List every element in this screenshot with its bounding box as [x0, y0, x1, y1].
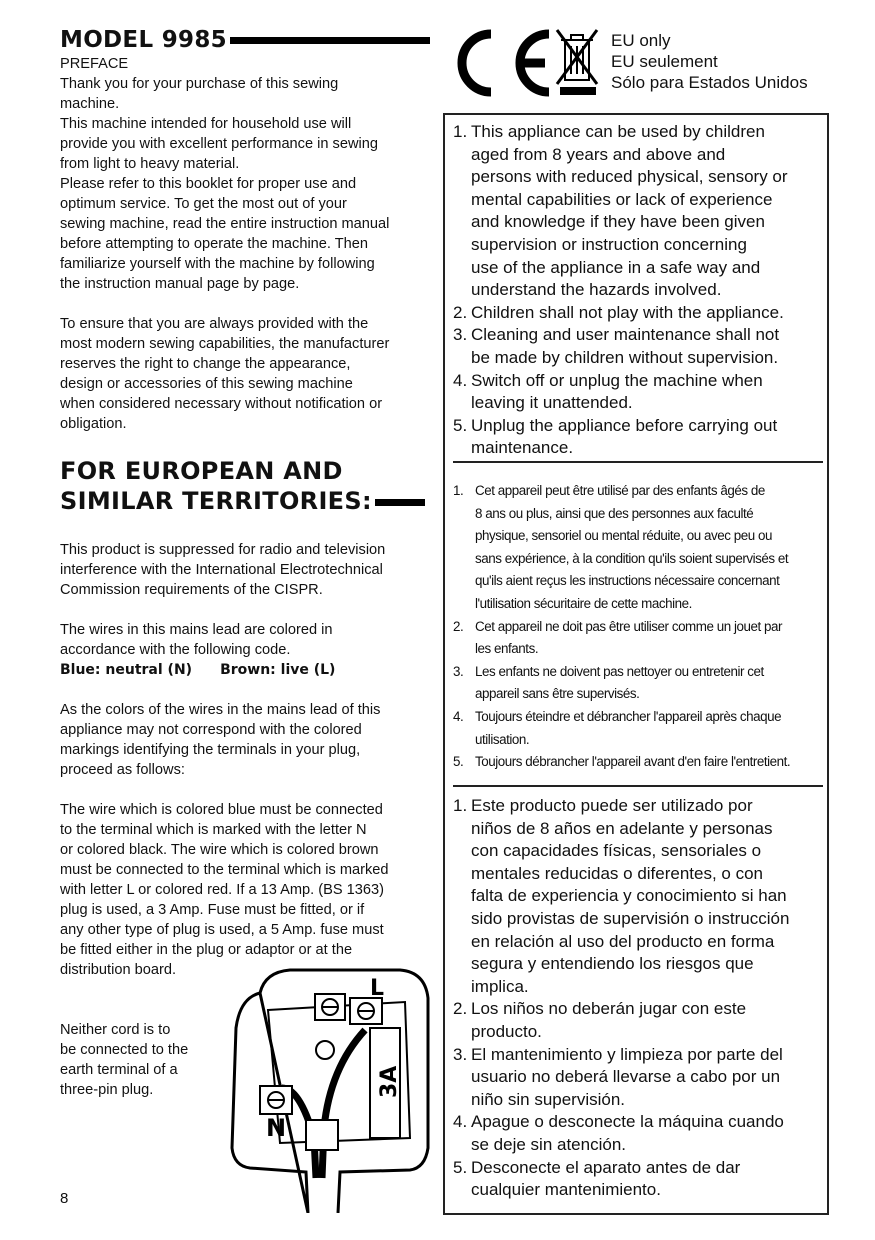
list-item-line: use of the appliance in a safe way and	[471, 257, 761, 277]
list-item-line: Les enfants ne doivent pas nettoyer ou entretenir cet	[475, 663, 764, 679]
text-line: be connected to the	[60, 1042, 189, 1058]
list-item-line: physique, sensoriel ou mental réduite, ou avec peu ou	[475, 528, 772, 544]
list-item-number: 3.	[453, 1044, 468, 1064]
text-line: be fitted either in the plug or adaptor or at the	[60, 942, 353, 958]
list-item-line: Este producto puede ser utilizado por	[471, 796, 753, 815]
text-line: machine.	[60, 96, 120, 112]
list-item-line: niño sin supervisión.	[471, 1089, 626, 1109]
text-line: before attempting to operate the machine. Then	[60, 236, 369, 252]
text-line: This machine intended for household use will	[60, 116, 352, 132]
text-line: Sólo para Estados Unidos	[611, 73, 808, 92]
list-item	[453, 121, 823, 302]
list-item-line: les enfants.	[475, 641, 539, 657]
text-line: the instruction manual page by page.	[60, 276, 300, 292]
list-item-line: utilisation.	[475, 731, 530, 747]
list-item-number: 5.	[453, 1157, 468, 1177]
heading-rule	[230, 37, 430, 44]
list-item-line: This appliance can be used by children	[471, 122, 765, 141]
list-item-number: 4.	[453, 1112, 468, 1132]
text-line: Neither cord is to	[60, 1022, 171, 1038]
wire-code	[60, 660, 438, 680]
list-item-line: leaving it unattended.	[471, 393, 633, 413]
list-item	[453, 302, 823, 325]
list-item-line: con capacidades físicas, sensoriales o	[471, 841, 762, 861]
list-item-number: 2.	[453, 302, 468, 322]
list-item	[453, 1157, 828, 1202]
list-item-number: 5.	[453, 415, 468, 435]
text-line: any other type of plug is used, a 5 Amp. fuse must	[60, 922, 384, 938]
european-heading-line2: SIMILAR TERRITORIES:	[60, 487, 372, 515]
list-item-line: Children shall not play with the appliance.	[471, 302, 784, 322]
french-safety-list	[453, 480, 833, 774]
ensure-paragraph	[60, 314, 438, 434]
list-item-line: producto.	[471, 1021, 542, 1041]
heading2-rule	[375, 499, 425, 506]
list-item-line: Cet appareil peut être utilisé par des enfants âgés de	[475, 483, 765, 498]
text-line: This product is suppressed for radio and television	[60, 542, 386, 558]
list-item-line: Toujours éteindre et débrancher l'appareil après chaque	[475, 708, 782, 724]
colors-paragraph	[60, 700, 438, 780]
list-item-number: 2.	[453, 999, 468, 1019]
separator-1	[453, 461, 823, 463]
list-item-line: persons with reduced physical, sensory or	[471, 167, 788, 187]
list-item-line: se deje sin atención.	[471, 1134, 626, 1154]
list-item-line: maintenance.	[471, 438, 574, 458]
list-item	[453, 415, 823, 460]
text-line: or colored black. The wire which is colored brown	[60, 842, 379, 858]
european-heading-line1: FOR EUROPEAN AND	[60, 457, 343, 485]
wires-paragraph	[60, 620, 438, 660]
list-item-line: en relación al uso del producto en forma	[471, 931, 775, 951]
list-item-line: niños de 8 años en adelante y personas	[471, 818, 773, 838]
list-item-number: 2.	[453, 618, 464, 634]
text-line: provide you with excellent performance in sewing	[60, 136, 378, 152]
list-item-line: Cet appareil ne doit pas être utiliser comme un jouet par	[475, 618, 783, 634]
list-item-line: appareil sans être supervisés.	[475, 686, 640, 702]
list-item-line: Unplug the appliance before carrying out	[471, 415, 778, 435]
plug-live-label: L	[370, 976, 385, 1001]
code-blue: Blue: neutral (N)	[60, 662, 193, 678]
plug-fuse-label: 3A	[377, 1065, 402, 1098]
list-item-line: sans expérience, à la condition qu'ils soient supervisés et	[475, 550, 789, 566]
list-item-number: 1.	[453, 796, 468, 815]
text-line: must be connected to the terminal which is marked	[60, 862, 389, 878]
text-line: appliance may not correspond with the colored	[60, 722, 362, 738]
plug-neutral-label: N	[266, 1114, 287, 1142]
text-line: proceed as follows:	[60, 762, 185, 778]
separator-2	[453, 785, 823, 787]
list-item-line: Desconecte el aparato antes de dar	[471, 1157, 741, 1177]
text-line: obligation.	[60, 416, 127, 432]
list-item-line: Cleaning and user maintenance shall not	[471, 325, 780, 345]
ce-mark-icon	[462, 34, 549, 92]
text-line: when considered necessary without notification or	[60, 396, 383, 412]
list-item-line: understand the hazards involved.	[471, 280, 722, 300]
text-line: markings identifying the terminals in your plug,	[60, 742, 361, 758]
blue-wire-paragraph	[60, 800, 438, 980]
list-item-line: falta de experiencia y conocimiento si han	[471, 886, 787, 906]
list-item-line: mental capabilities or lack of experience	[471, 189, 773, 209]
list-item-line: be made by children without supervision.	[471, 347, 779, 367]
list-item-number: 1.	[453, 483, 464, 498]
text-line: familiarize yourself with the machine by following	[60, 256, 375, 272]
list-item-line: cualquier mantenimiento.	[471, 1180, 661, 1200]
text-line: to the terminal which is marked with the letter N	[60, 822, 367, 838]
code-brown: Brown: live (L)	[220, 662, 336, 678]
page-number: 8	[60, 1190, 69, 1207]
text-line: Thank you for your purchase of this sewing	[60, 76, 339, 92]
list-item-number: 5.	[453, 754, 464, 770]
list-item-line: usuario no deberá llevarse a cabo por un	[471, 1067, 781, 1087]
list-item	[453, 1044, 828, 1112]
list-item	[453, 370, 823, 415]
text-line: plug is used, a 3 Amp. Fuse must be fitted, or if	[60, 902, 365, 918]
suppressed-paragraph	[60, 540, 438, 600]
model-heading	[60, 27, 438, 53]
list-item	[453, 1111, 828, 1156]
text-line: Please refer to this booklet for proper use and	[60, 176, 357, 192]
text-line: sewing machine, read the entire instruction manual	[60, 216, 390, 232]
list-item-line: and knowledge if they have been given	[471, 212, 765, 232]
text-line: Commission requirements of the CISPR.	[60, 582, 323, 598]
list-item-line: Los niños no deberán jugar con este	[471, 999, 747, 1019]
list-item-number: 4.	[453, 370, 468, 390]
list-item	[453, 751, 833, 774]
list-item-line: Toujours débrancher l'appareil avant d'en faire l'entretient.	[475, 754, 791, 770]
preface-paragraph	[60, 74, 438, 294]
english-safety-list	[453, 121, 823, 460]
text-line: The wire which is colored blue must be connected	[60, 802, 383, 818]
list-item-line: El mantenimiento y limpieza por parte del	[471, 1044, 783, 1064]
preface-label: PREFACE	[60, 56, 129, 72]
european-heading	[60, 456, 438, 516]
text-line: interference with the International Electrotechnical	[60, 562, 383, 578]
text-line: design or accessories of this sewing machine	[60, 376, 353, 392]
list-item-number: 3.	[453, 325, 468, 345]
spanish-safety-list	[453, 795, 828, 1202]
eu-only-text	[611, 30, 808, 93]
list-item-line: aged from 8 years and above and	[471, 144, 726, 164]
text-line: earth terminal of a	[60, 1062, 178, 1078]
list-item	[453, 998, 828, 1043]
list-item-line: Switch off or unplug the machine when	[471, 370, 763, 390]
text-line: To ensure that you are always provided with the	[60, 316, 369, 332]
list-item-line: sido provistas de supervisión o instrucción	[471, 908, 790, 928]
text-line: three-pin plug.	[60, 1082, 154, 1098]
text-line: As the colors of the wires in the mains lead of this	[60, 702, 381, 718]
text-line: accordance with the following code.	[60, 642, 291, 658]
list-item-number: 3.	[453, 663, 464, 679]
list-item-line: l'utilisation sécuritaire de cette machine.	[475, 595, 692, 611]
list-item	[453, 324, 823, 369]
list-item	[453, 706, 833, 751]
text-line: optimum service. To get the most out of your	[60, 196, 347, 212]
text-line: from light to heavy material.	[60, 156, 240, 172]
plug-wiring-diagram	[220, 968, 435, 1213]
list-item-number: 1.	[453, 122, 468, 141]
safety-box	[443, 113, 829, 1215]
text-line: EU seulement	[611, 52, 718, 71]
text-line: with letter L or colored red. If a 13 Amp. (BS 1363)	[60, 882, 384, 898]
list-item	[453, 661, 833, 706]
list-item-line: implica.	[471, 976, 529, 996]
cord-note	[60, 1020, 220, 1100]
list-item-number: 4.	[453, 708, 464, 724]
list-item	[453, 795, 828, 998]
list-item	[453, 616, 833, 661]
text-line: reserves the right to change the appearance,	[60, 356, 351, 372]
text-line: distribution board.	[60, 962, 177, 978]
list-item-line: supervision or instruction concerning	[471, 234, 747, 254]
text-line: The wires in this mains lead are colored in	[60, 622, 333, 638]
crossed-bin-icon	[557, 30, 597, 94]
list-item-line: 8 ans ou plus, ainsi que des personnes aux faculté	[475, 505, 754, 521]
list-item-line: mentales reducidas o diferentes, o con	[471, 863, 764, 883]
list-item-line: qu'ils aient reçus les instructions nécessaire concernant	[475, 573, 780, 589]
list-item	[453, 480, 833, 616]
text-line: most modern sewing capabilities, the manufacturer	[60, 336, 390, 352]
left-column	[60, 27, 438, 1100]
list-item-line: Apague o desconecte la máquina cuando	[471, 1112, 784, 1132]
text-line: EU only	[611, 31, 671, 50]
model-title: MODEL 9985	[60, 27, 227, 53]
list-item-line: segura y entendiendo los riesgos que	[471, 954, 754, 974]
